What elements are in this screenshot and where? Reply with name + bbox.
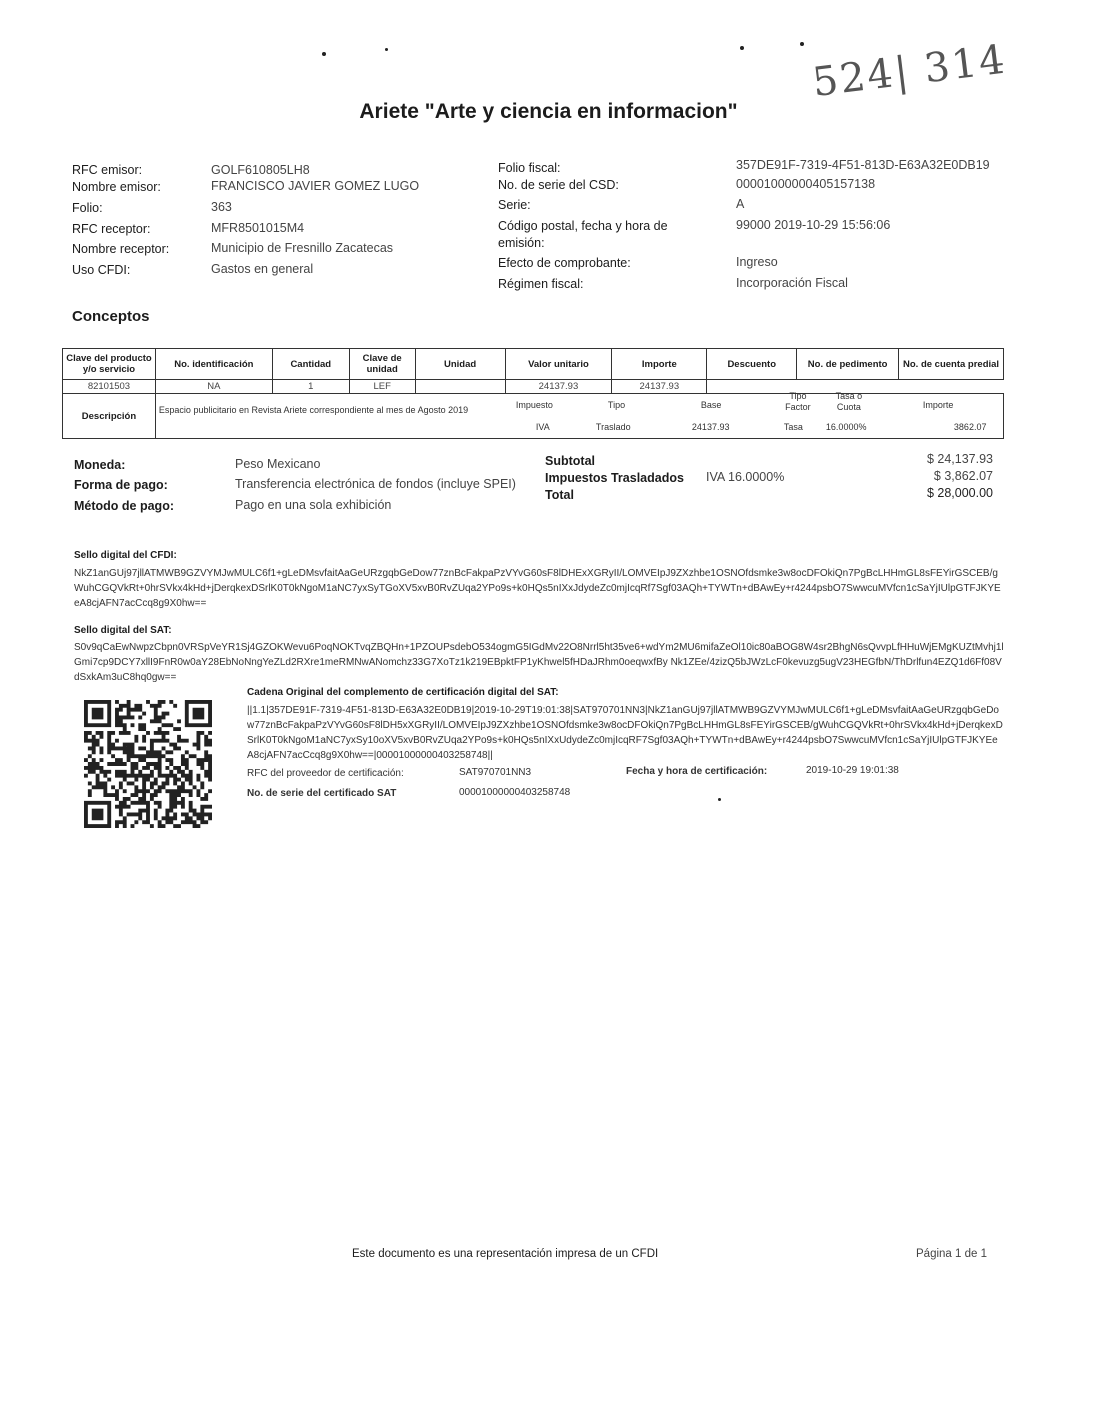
descripcion-text: Espacio publicitario en Revista Ariete correspondiente al mes de Agosto 2019 [158,405,469,415]
table-cell [899,380,1004,394]
imp-header-impuesto: Impuesto [515,400,553,410]
moneda-value: Peso Mexicano [235,457,321,471]
sello-cfdi-label: Sello digital del CFDI: [74,550,177,561]
imp-tipo-value: Traslado [595,422,631,432]
column-header: Clave del producto y/o servicio [63,349,156,380]
metodo-pago-label: Método de pago: [74,499,174,513]
cadena-label: Cadena Original del complemento de certificación digital del SAT: [247,687,559,698]
metodo-pago-value: Pago en una sola exhibición [235,498,392,512]
column-header: Clave de unidad [349,349,415,380]
conceptos-heading: Conceptos [72,308,150,325]
imp-header-base: Base [700,400,722,410]
imp-tipo-factor-value: Tasa [783,422,803,432]
handwritten-annotation: 524| 314 [809,36,1009,107]
rfc-emisor-value: GOLF610805LH8 [211,163,310,177]
uso-cfdi-label: Uso CFDI: [72,263,131,277]
rfc-certificacion-value: SAT970701NN3 [459,767,532,778]
serie-csd-value: 00001000000405157138 [736,177,876,191]
column-header: No. identificación [155,349,272,380]
sello-cfdi-value: NkZ1anGUj97jllATMWB9GZVYMJwMULC6f1+gLeDMsvfaitAaGeURzgqbGeDow77znBcFakpaPzVYvG60sF8lDHExXGRyII/LOMVEIpJ9ZXzhbe1OSNOfdsmke3w8ocDFOkiQn7PgBcLHHmGL8sFEYirGSCEB/gWuhCGQVkRt+0hrSVkx4kHd+jDerqkexDSrlK0T0kNgoM1aNC7yxSyTGoXV5xvB0RvZUqa2YPo9s+k0HQs5nIXxJdydeZc0mjIcqRf7Sgf03AQh+TYWTn+dBAwEy+r4244psbO7SwwcuMVfcn1cSaYjIUlpGTFJKYEeA8cjAFN7acCcq8g9X0hw== [74,568,1001,609]
regimen-value: Incorporación Fiscal [736,276,848,290]
sello-sat-value: S0v9qCaEwNwpzCbpn0VRSpVeYR1Sj4GZOKWevu6PoqNOKTvqZBQHn+1PZOUPsdebO534ogmG5IGdMv22O8Nrrl5ht35ve6+wdYm2MU6mifaZeOl10ic80aBOG8W4sr2BhgN6sQvvpLfHHuWjEMgKUZtMvhj1lGmi7cp9DCY7xllI9FnR0w0aY28EbNoNngYeZLd2RXre1meRMNwANomchz33G7XoTz1k219EBpktFP1yKhwel5fHDaJRhm0oeqwxfBy Nk1ZEe/4zizQ5bJWzLcF0kevuzg5ugV23HEGfbN/ThDrlfun4EZQ1d6Ff08VdSxkAm3uC8hq0gw== [74,642,1004,683]
table-cell: 82101503 [63,380,156,394]
description-row [63,394,1004,439]
fecha-certificacion-label: Fecha y hora de certificación: [626,766,768,777]
column-header: Descuento [707,349,797,380]
fecha-certificacion-value: 2019-10-29 19:01:38 [806,765,899,776]
nombre-emisor-label: Nombre emisor: [72,180,161,194]
imp-importe-value: 3862.07 [953,422,987,432]
rfc-receptor-value: MFR8501015M4 [211,221,305,235]
footer-text: Este documento es una representación impresa de un CFDI [352,1248,659,1260]
uso-cfdi-value: Gastos en general [211,262,314,276]
imp-tasa-value: 16.0000% [825,422,867,432]
imp-header-importe: Importe [922,400,954,410]
table-cell: 1 [272,380,349,394]
scan-speck [740,46,744,50]
nombre-receptor-label: Nombre receptor: [72,242,170,256]
folio-value: 363 [211,200,232,214]
scan-speck [322,52,326,56]
folio-label: Folio: [72,201,103,215]
column-header: Unidad [415,349,505,380]
page-number: Página 1 de 1 [916,1248,987,1260]
table-cell [415,380,505,394]
scan-speck [718,798,721,801]
rfc-certificacion-label: RFC del proveedor de certificación: [247,768,404,779]
moneda-label: Moneda: [74,458,126,472]
nombre-receptor-value: Municipio de Fresnillo Zacatecas [211,241,394,255]
column-header: Importe [612,349,707,380]
impuestos-value: $ 3,862.07 [933,469,993,483]
subtotal-value: $ 24,137.93 [926,452,993,466]
table-header-row [63,349,1004,380]
imp-base-value: 24137.93 [691,422,730,432]
regimen-label: Régimen fiscal: [498,277,584,291]
descripcion-cell [155,391,1003,439]
total-value: $ 28,000.00 [926,486,993,500]
imp-header-tipo: Tipo [607,400,626,410]
imp-header-tipo-factor: Tipo Factor [785,391,811,412]
nombre-emisor-value: FRANCISCO JAVIER GOMEZ LUGO [211,179,420,193]
efecto-value: Ingreso [736,255,778,269]
scan-speck [385,48,388,51]
impuestos-tipo: IVA 16.0000% [706,470,785,484]
cp-fecha-label: Código postal, fecha y hora de emisión: [498,219,668,250]
total-label: Total [545,488,574,502]
rfc-receptor-label: RFC receptor: [72,222,151,236]
column-header: No. de pedimento [797,349,899,380]
serie-csd-label: No. de serie del CSD: [498,178,619,192]
column-header: Cantidad [272,349,349,380]
qr-code-icon [84,700,212,828]
scan-speck [800,42,804,46]
column-header: No. de cuenta predial [899,349,1004,380]
impuestos-label: Impuestos Trasladados [545,471,684,485]
sello-sat-label: Sello digital del SAT: [74,625,172,636]
serie-certificado-value: 00001000000403258748 [459,787,571,798]
rfc-emisor-label: RFC emisor: [72,163,143,177]
descripcion-container [156,391,1003,437]
subtotal-label: Subtotal [545,454,595,468]
forma-pago-value: Transferencia electrónica de fondos (incluye SPEI) [235,477,516,491]
folio-fiscal-value: 357DE91F-7319-4F51-813D-E63A32E0DB19 [736,158,990,172]
table-cell: 24137.93 [612,380,707,394]
table-cell: NA [155,380,272,394]
column-header: Valor unitario [505,349,612,380]
serie-value: A [736,197,745,211]
cadena-value: ||1.1|357DE91F-7319-4F51-813D-E63A32E0DB19|2019-10-29T19:01:38|SAT970701NN3|NkZ1anGUj97jllATMWB9GZVYMJwMULC6f1+gLeDMsvfaitAaGeURzgqbGeDow77znBcFakpaPzVYvG60sF8lDH5xXGRyII/LOMVEIpJ9ZXzhbe1OSNOfdsmke3w8ocDFOkiQn7PgBcLHHmGL8sFEYirGSCEB/gWuhCGQVkRt+0hrSVkx4kHd+jDerqkexDSrlK0T0kNgoM1aNC7yxSy10oXV5xvB0RvZUqa2YPo9s+k0HQs5nIXxUdydeZc0mjIcqRF7Sgf03AQh+TYWTn+dBAwEy+r4244psbO7SwwcuMVfcn1cSaYjIUlpGTFJKYEeA8cjAFN7acCcq8g9X0hw==|00001000000403258748|| [247,705,1003,761]
cp-fecha-value: 99000 2019-10-29 15:56:06 [736,218,891,232]
descripcion-label: Descripción [63,394,156,439]
document-title: Ariete "Arte y ciencia en informacion" [359,100,738,123]
conceptos-table [62,348,1004,439]
imp-impuesto-value: IVA [535,422,550,432]
forma-pago-label: Forma de pago: [74,478,168,492]
folio-fiscal-label: Folio fiscal: [498,161,561,175]
serie-label: Serie: [498,198,531,212]
table-cell: LEF [349,380,415,394]
table-cell: 24137.93 [505,380,612,394]
serie-certificado-label: No. de serie del certificado SAT [247,788,397,799]
imp-header-tasa: Tasa o Cuota [835,391,863,412]
efecto-label: Efecto de comprobante: [498,256,631,270]
